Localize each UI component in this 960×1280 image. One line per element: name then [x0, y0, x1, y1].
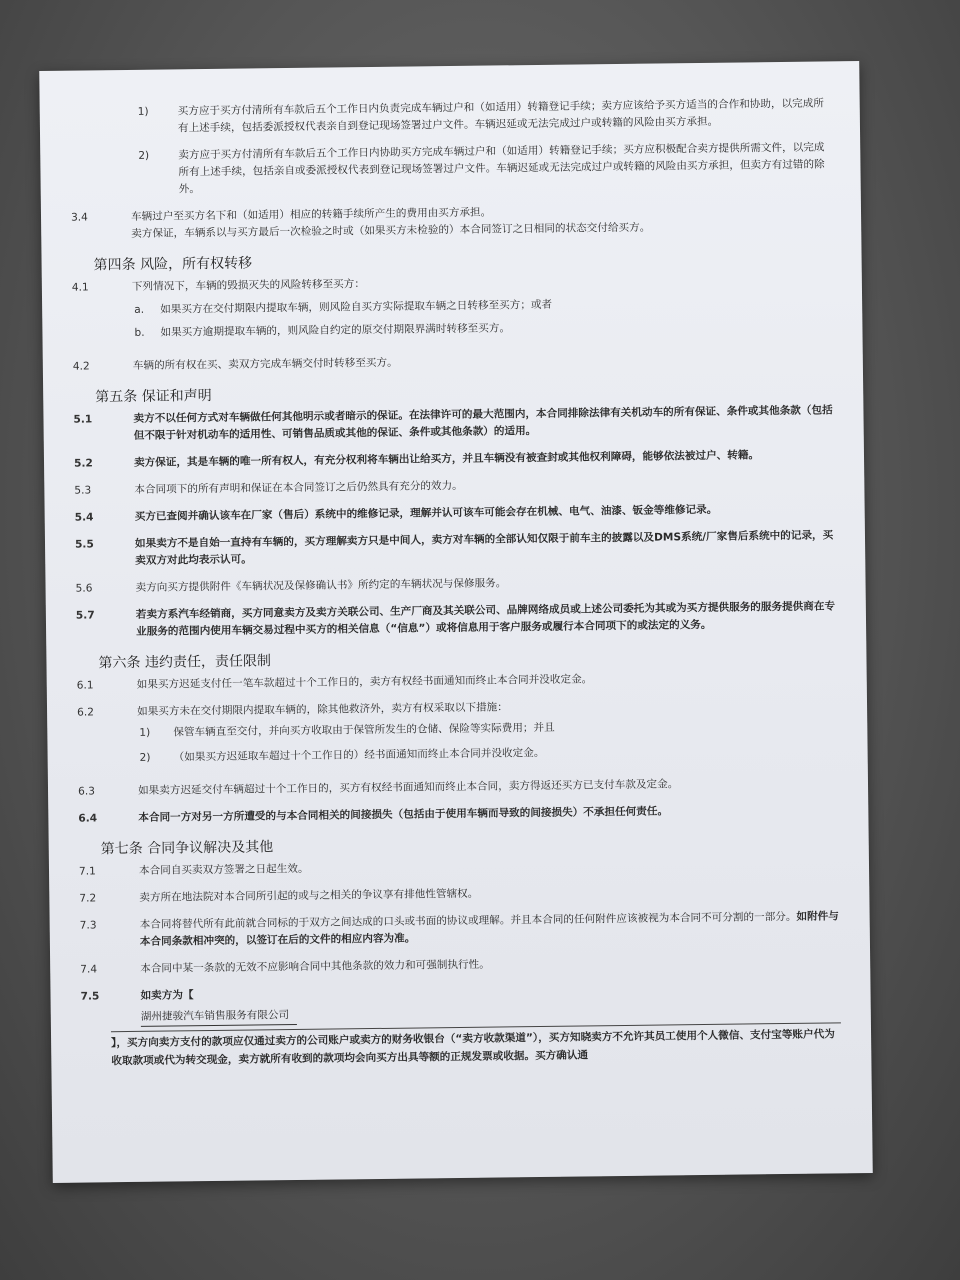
contract-page [39, 61, 873, 1183]
clause-7-3: 7.3 本合同将替代所有此前就合同标的于双方之间达成的口头或书面的协议或理解。并且本合同的任何附件应该被视为本合同不可分割的一部分。如附件与本合同条款相冲突的，以签订在后的文件的相应内容为准。 [79, 910, 839, 948]
clause-4-1-item-b: b. 如果买方逾期提取车辆的，则风险自约定的原交付期限界满时转移至买方。 [134, 322, 511, 339]
clause-5-7: 5.7 若卖方系汽车经销商，买方同意卖方及卖方关联公司、生产厂商及其关联公司、品牌网络成员或上述公司委托为其或为买方提供服务的服务提供商在专业服务的范围内使用车辆交易过程中买方的相关信息（“信息”）或将信息用于客户服务或履行本合同项下的或法定的义务。 [75, 600, 836, 638]
article-6-heading: 第六条 违约责任，责任限制 [98, 653, 272, 672]
clause-5-2: 5.2 卖方保证，其是车辆的唯一所有权人，有充分权利将车辆出让给买方，并且车辆没有被查封或其他权利障碍，能够依法被过户、转籍。 [73, 449, 760, 470]
clause-4-1: 4.1 下列情况下，车辆的毁损灭失的风险转移至买方： [71, 278, 366, 294]
clause-6-2-item-1: 1) 保管车辆直至交付，并向买方收取由于保管所发生的仓储、保险等实际费用；并且 [139, 721, 555, 739]
clause-6-2: 6.2 如果买方未在交付期限内提取车辆的，除其他救济外，卖方有权采取以下措施： [77, 701, 508, 719]
clause-6-3: 6.3 如果卖方迟延交付车辆超过十个工作日的，买方有权经书面通知而终止本合同，卖方得返还买方已支付车款及定金。 [77, 778, 679, 798]
clause-5-1: 5.1 卖方不以任何方式对车辆做任何其他明示或者暗示的保证。在法律许可的最大范围内，本合同排除法律有关机动车的所有保证、条件或其他条款（包括但不限于针对机动车的适用性、可销售品质或其他的保证、条件或其他条款）的适用。 [73, 404, 833, 442]
clause-7-5: 7.5 如卖方为【 [80, 989, 194, 1003]
clause-6-1: 6.1 如果买方迟延支付任一笔车款超过十个工作日的，卖方有权经书面通知而终止本合同并没收定金。 [76, 673, 593, 692]
clause-7-1: 7.1 本合同自买卖双方签署之日起生效。 [78, 862, 309, 878]
clause-7-3-bold-part: 如附件与本合同条款相冲突的，以签订在后的文件的相应内容为准。 [139, 910, 839, 948]
clause-5-5: 5.5 如果卖方不是自始一直持有车辆的，买方理解卖方只是中间人，卖方对车辆的全部认知仅限于前车主的披露以及DMS系统/厂家售后系统中的记录，买卖双方对此均表示认可。 [74, 529, 834, 567]
clause-6-4: 6.4 本合同一方对另一方所遭受的与本合同相关的间接损失（包括由于使用车辆而导致的间接损失）不承担任何责任。 [78, 805, 669, 825]
clause-6-2-item-2: 2) （如果买方迟延取车超过十个工作日的）经书面通知而终止本合同并没收定金。 [139, 746, 545, 764]
clause-7-5-continuation: 】，买方向卖方支付的款项应仅通过卖方的公司账户或卖方的财务收银台（“卖方收款渠道”），买方知晓卖方不允许其员工使用个人微信、支付宝等账户代为收取款项或代为转交现金，卖方就所有收到的款项均会向买方出具等额的正规发票或收据。买方确认通 [111, 1022, 841, 1070]
contract-content [70, 95, 842, 1070]
clause-7-4: 7.4 本合同中某一条款的无效不应影响合同中其他条款的效力和可强制执行性。 [80, 958, 490, 976]
clause-3-4: 3.4 车辆过户至买方名下和（如适用）相应的转籍手续所产生的费用由买方承担。 [70, 206, 492, 224]
article-4-heading: 第四条 风险，所有权转移 [93, 255, 253, 274]
clause-5-6: 5.6 卖方向买方提供附件《车辆状况及保修确认书》所约定的车辆状况与保修服务。 [75, 577, 507, 595]
clause-5-3: 5.3 本合同项下的所有声明和保证在本合同签订之后仍然具有充分的效力。 [74, 479, 463, 497]
seller-company-name: 湖州捷骏汽车销售服务有限公司 [141, 1007, 298, 1027]
article-7-heading: 第七条 合同争议解决及其他 [100, 839, 274, 858]
clause-5-4: 5.4 买方已查阅并确认该车在厂家（售后）系统中的维修记录，理解并认可该车可能会存在机械、电气、油漆、钣金等维修记录。 [74, 503, 718, 524]
article-5-heading: 第五条 保证和声明 [95, 387, 212, 406]
clause-7-2: 7.2 卖方所在地法院对本合同所引起的或与之相关的争议享有排他性管辖权。 [79, 887, 479, 905]
clause-3-3-item-2: 2) 卖方应于买方付清所有车款后五个工作日内协助买方完成车辆过户和（如适用）转籍登记手续；买方应积极配合卖方提供所需文件，以完成所有上述手续，包括亲自或委派授权代表到登记现场签署过户文件。车辆迟延或无法完成过户或转籍的风险由买方承担，但卖方有过错的除外。 [138, 141, 825, 196]
clause-3-3-item-1: 1) 买方应于买方付清所有车款后五个工作日内负责完成车辆过户和（如适用）转籍登记手续；卖方应该给予买方适当的合作和协助，以完成所有上述手续，包括委派授权代表亲自到登记现场签署过户文件。车辆迟延或无法完成过户或转籍的风险由买方承担。 [137, 97, 824, 135]
clause-4-2: 4.2 车辆的所有权在买、卖双方完成车辆交付时转移至买方。 [72, 356, 398, 373]
clause-3-4-continuation: 卖方保证，车辆系以与买方最后一次检验之时或（如果买方未检验的）本合同签订之日相同的状态交付给买方。 [131, 221, 651, 240]
clause-4-1-item-a: a. 如果买方在交付期限内提取车辆，则风险自买方实际提取车辆之日转移至买方；或者 [134, 298, 553, 316]
